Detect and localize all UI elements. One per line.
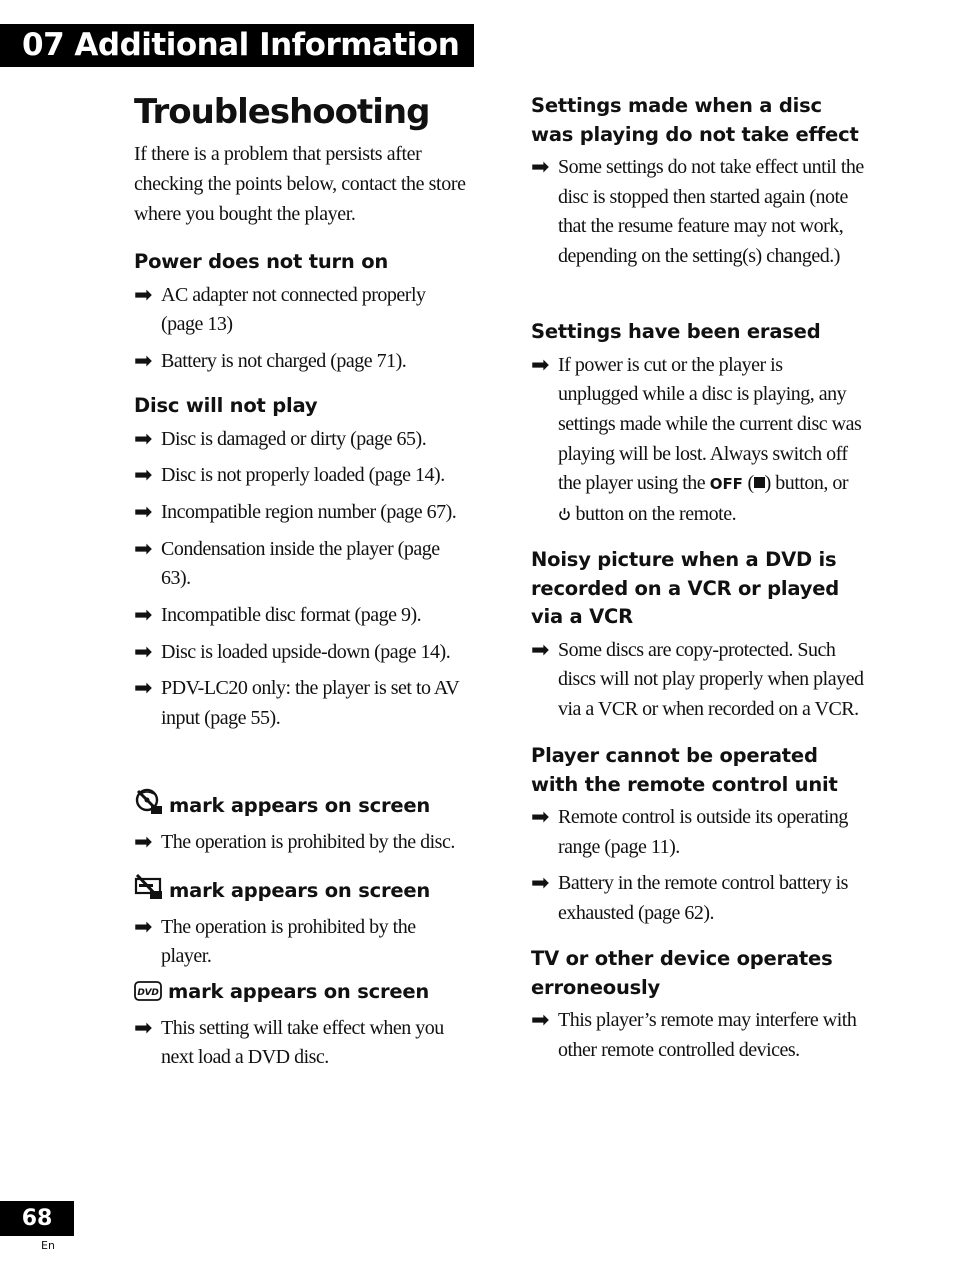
section-heading: mark appears on screen: [134, 788, 470, 824]
section-heading: mark appears on screen: [134, 873, 470, 909]
list-item: ➡ Incompatible disc format (page 9).: [134, 603, 422, 629]
section-heading: Noisy picture when a DVD is recorded on a VCR or played via a VCR: [531, 548, 840, 628]
chapter-header: [0, 24, 474, 67]
prohibited-disc-icon: [134, 788, 163, 824]
arrow-icon: ➡: [134, 499, 152, 525]
arrow-icon: ➡: [134, 282, 152, 308]
dvd-icon: [134, 981, 162, 1010]
off-button-label: OFF: [709, 475, 743, 494]
list-item: ➡ Battery in the remote control battery is exhausted (page 62).: [531, 871, 848, 925]
section-power: [134, 248, 470, 384]
arrow-icon: ➡: [531, 352, 549, 378]
section-mark-disc: [134, 788, 470, 864]
section-heading: Power does not turn on: [134, 250, 389, 273]
arrow-icon: ➡: [134, 426, 152, 452]
list-item: ➡ The operation is prohibited by the player.: [134, 914, 416, 968]
svg-text:DVD: DVD: [137, 988, 159, 998]
section-mark-dvd: [134, 978, 470, 1080]
arrow-icon: ➡: [134, 463, 152, 489]
arrow-icon: ➡: [134, 603, 152, 629]
section-remote: [531, 742, 865, 936]
list-item: ➡ Some settings do not take effect until the disc is stopped then started again (note that the resume feature may not work, depending on the setting(s) changed.): [531, 155, 864, 268]
section-tv-device: [531, 945, 865, 1072]
section-heading: DVD mark appears on screen: [134, 978, 470, 1010]
page-number: 68: [0, 1201, 74, 1236]
page-title: Troubleshooting: [134, 92, 430, 132]
list-item: ➡ This player’s remote may interfere with other remote controlled devices.: [531, 1008, 857, 1061]
section-heading: Settings have been erased: [531, 320, 821, 343]
arrow-icon: ➡: [531, 637, 549, 663]
list-item: ➡ PDV-LC20 only: the player is set to AV input (page 55).: [134, 676, 459, 730]
section-heading: Player cannot be operated with the remote control unit: [531, 744, 838, 796]
list-item: ➡ Disc is damaged or dirty (page 65).: [134, 426, 427, 452]
section-settings-no-effect: [531, 92, 865, 279]
language-label: En: [41, 1239, 55, 1252]
list-item: ➡ This setting will take effect when you next load a DVD disc.: [134, 1015, 444, 1069]
section-mark-player: [134, 873, 470, 979]
list-item: ➡ Some discs are copy-protected. Such discs will not play properly when played via a VCR or when recorded on a VCR.: [531, 637, 864, 720]
arrow-icon: ➡: [134, 829, 152, 855]
arrow-icon: ➡: [134, 536, 152, 562]
section-disc-will-not-play: [134, 392, 470, 741]
list-item: ➡ Remote control is outside its operating range (page 11).: [531, 805, 848, 858]
list-item: ➡ Disc is not properly loaded (page 14).: [134, 463, 445, 489]
section-heading: TV or other device operates erroneously: [531, 947, 833, 999]
arrow-icon: ➡: [134, 1015, 152, 1041]
intro-text: If there is a problem that persists after checking the points below, contact the store where you bought the player.: [134, 143, 466, 225]
arrow-icon: ➡: [531, 155, 549, 180]
arrow-icon: ➡: [134, 639, 152, 665]
list-item: ➡ Battery is not charged (page 71).: [134, 348, 407, 374]
section-heading: Settings made when a disc was playing do not take effect: [531, 94, 859, 146]
arrow-icon: ➡: [531, 871, 549, 897]
arrow-icon: ➡: [531, 805, 549, 830]
arrow-icon: ➡: [134, 914, 152, 940]
power-icon: [558, 501, 571, 531]
list-item: ➡ The operation is prohibited by the disc.: [134, 829, 455, 855]
arrow-icon: ➡: [134, 348, 152, 374]
list-item: ➡ If power is cut or the player is unplugged while a disc is playing, any settings made while the current disc was playing will be lost. Always switch off the player using the OFF ( ) button, or button on the remote.: [531, 351, 865, 531]
section-heading: Disc will not play: [134, 394, 318, 417]
arrow-icon: ➡: [134, 676, 152, 702]
prohibited-player-icon: [134, 873, 163, 909]
chapter-title: 07 Additional Information: [22, 27, 460, 63]
stop-icon: [754, 477, 765, 488]
list-item: ➡ Incompatible region number (page 67).: [134, 499, 457, 525]
list-item: ➡ Condensation inside the player (page 63).: [134, 536, 440, 590]
list-item: ➡ AC adapter not connected properly (page 13): [134, 282, 426, 336]
section-settings-erased: [531, 318, 865, 538]
section-noisy-picture: [531, 546, 865, 732]
arrow-icon: ➡: [531, 1008, 549, 1033]
list-item: ➡ Disc is loaded upside-down (page 14).: [134, 639, 451, 665]
